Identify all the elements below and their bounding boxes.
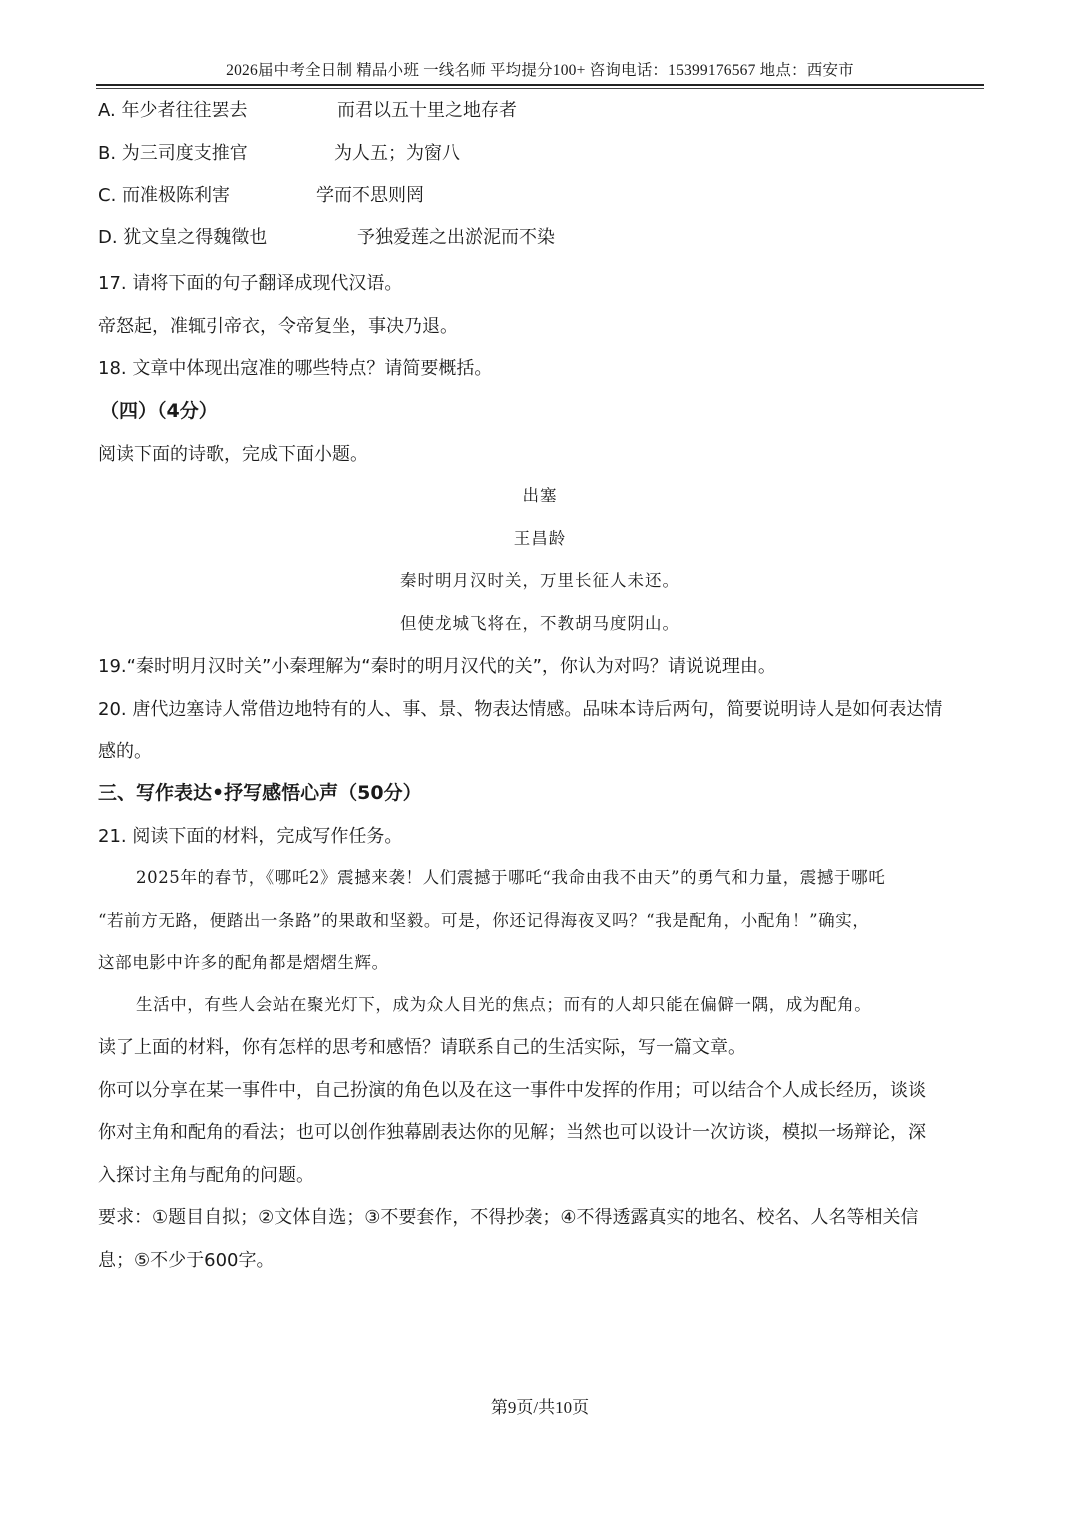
header-rule — [96, 84, 984, 86]
material-line-2: “若前方无路，便踏出一条路”的果敢和坚毅。可是，你还记得海夜叉吗？“我是配角，小配角！”确实， — [98, 911, 870, 930]
section-4-instruction: 阅读下面的诗歌，完成下面小题。 — [98, 444, 368, 465]
section-4-title: （四）（4分） — [100, 400, 218, 422]
option-c-right: 学而不思则罔 — [316, 185, 424, 206]
q20-prompt: 20. 唐代边塞诗人常借边地特有的人、事、景、物表达情感。品味本诗后两句，简要说明诗人是如何表达情 — [98, 699, 943, 720]
option-b-right: 为人五；为窗八 — [334, 143, 460, 164]
page-footer: 第9页/共10页 — [490, 1398, 590, 1417]
material-line-4: 生活中，有些人会站在聚光灯下，成为众人目光的焦点；而有的人却只能在偏僻一隅，成为配角。 — [136, 995, 872, 1014]
task-line-1: 读了上面的材料，你有怎样的思考和感悟？请联系自己的生活实际，写一篇文章。 — [98, 1037, 746, 1058]
q21-prompt: 21. 阅读下面的材料，完成写作任务。 — [98, 826, 403, 847]
section-3-title: 三、写作表达•抒写感悟心声（50分） — [98, 782, 422, 804]
option-d-left: D. 犹文皇之得魏徵也 — [98, 227, 268, 248]
option-a-left: A. 年少者往往罢去 — [98, 100, 248, 121]
q17-sentence: 帝怒起，准辄引帝衣，令帝复坐，事决乃退。 — [98, 316, 458, 337]
q19-prompt: 19.“秦时明月汉时关”小秦理解为“秦时的明月汉代的关”，你认为对吗？请说说理由。 — [98, 656, 776, 677]
page-header: 2026届中考全日制 精品小班 一线名师 平均提分100+ 咨询电话：15399176567 地点：西安市 — [226, 62, 854, 79]
task-line-4: 入探讨主角与配角的问题。 — [98, 1165, 314, 1186]
material-line-1: 2025年的春节，《哪吒2》震撼来袭！人们震撼于哪吒“我命由我不由天”的勇气和力量，震撼于哪吒 — [136, 868, 886, 887]
option-b-left: B. 为三司度支推官 — [98, 143, 248, 164]
poem-title: 出塞 — [522, 486, 558, 505]
poem-line-1: 秦时明月汉时关，万里长征人未还。 — [400, 571, 680, 590]
material-line-3: 这部电影中许多的配角都是熠熠生辉。 — [98, 953, 389, 972]
header-rule-thin — [96, 88, 984, 89]
option-a-right: 而君以五十里之地存者 — [337, 100, 517, 121]
q20-prompt-cont: 感的。 — [98, 741, 152, 762]
requirements-line-1: 要求：①题目自拟；②文体自选；③不要套作，不得抄袭；④不得透露真实的地名、校名、人名等相关信 — [98, 1207, 919, 1228]
task-line-2: 你可以分享在某一事件中，自己扮演的角色以及在这一事件中发挥的作用；可以结合个人成长经历，谈谈 — [98, 1080, 926, 1101]
q17-prompt: 17. 请将下面的句子翻译成现代汉语。 — [98, 273, 403, 294]
q18-prompt: 18. 文章中体现出寇准的哪些特点？请简要概括。 — [98, 358, 493, 379]
requirements-line-2: 息；⑤不少于600字。 — [98, 1250, 275, 1271]
poem-author: 王昌龄 — [513, 529, 567, 548]
option-c-left: C. 而准极陈利害 — [98, 185, 231, 206]
option-d-right: 予独爱莲之出淤泥而不染 — [357, 227, 555, 248]
task-line-3: 你对主角和配角的看法；也可以创作独幕剧表达你的见解；当然也可以设计一次访谈，模拟一场辩论，深 — [98, 1122, 926, 1143]
poem-line-2: 但使龙城飞将在，不教胡马度阴山。 — [400, 614, 680, 633]
